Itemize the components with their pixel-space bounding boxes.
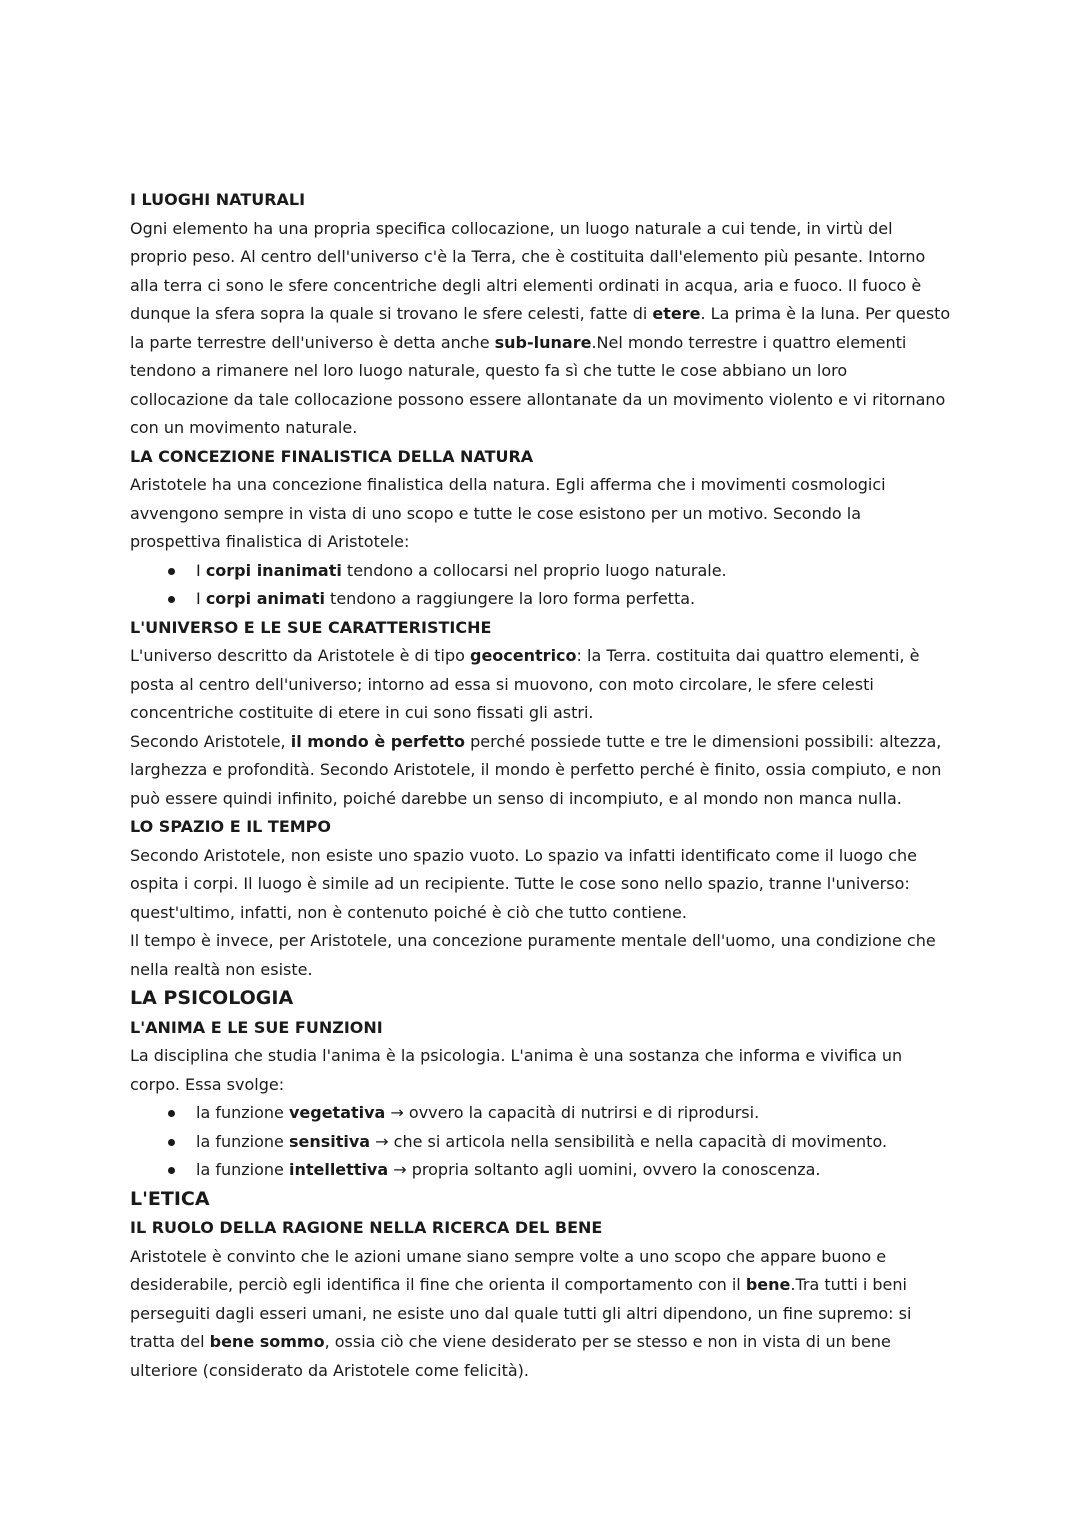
text-run: tratta del xyxy=(130,1332,210,1351)
text-run: → che si articola nella sensibilità e nella capacità di movimento. xyxy=(370,1131,888,1151)
bold-term: sub-lunare xyxy=(494,332,592,352)
bullet-icon xyxy=(168,1139,175,1146)
text-run: tendono a raggiungere la loro forma perfetta. xyxy=(324,589,696,608)
text-run: dunque la sfera sopra la quale si trovano le sfere celesti, fatte di xyxy=(130,304,653,323)
document-page xyxy=(130,186,960,1385)
text-line: con un movimento naturale. xyxy=(130,418,358,437)
bullet-icon xyxy=(168,1167,175,1174)
text-run: → propria soltanto agli uomini, ovvero la conoscenza. xyxy=(388,1160,821,1179)
list-item xyxy=(130,1156,960,1185)
text-line: proprio peso. Al centro dell'universo c'è la Terra, che è costituita dall'elemento più pesante. Intorno xyxy=(130,247,926,266)
paragraph-universo xyxy=(130,642,960,813)
bold-term: bene sommo xyxy=(209,1332,325,1351)
paragraph-anima xyxy=(130,1042,960,1099)
text-line: perseguiti dagli esseri umani, ne esiste uno dal quale tutti gli altri dipendono, un fine supremo: si xyxy=(130,1303,912,1323)
text-run: tendono a collocarsi nel proprio luogo naturale. xyxy=(341,560,727,580)
bold-term: il mondo è perfetto xyxy=(290,731,466,751)
text-run: I xyxy=(196,560,206,580)
bullet-icon xyxy=(168,568,175,575)
bullet-list-funzioni xyxy=(130,1099,960,1185)
text-run: Secondo Aristotele, xyxy=(130,731,291,751)
text-line: concentriche costituite di etere in cui sono fissati gli astri. xyxy=(130,703,594,722)
list-item xyxy=(130,1099,960,1128)
bold-term: intellettiva xyxy=(288,1160,389,1179)
bold-term: corpi animati xyxy=(205,589,325,608)
bold-term: geocentrico xyxy=(470,646,577,665)
heading-concezione-finalistica: LA CONCEZIONE FINALISTICA DELLA NATURA xyxy=(130,446,534,466)
text-run: la parte terrestre dell'universo è detta anche xyxy=(130,332,495,352)
heading-luoghi-naturali: I LUOGHI NATURALI xyxy=(130,190,306,209)
text-run: .Tra tutti i beni xyxy=(790,1275,907,1294)
bold-term: vegetativa xyxy=(288,1103,386,1122)
text-run: la funzione xyxy=(196,1160,289,1179)
paragraph-luoghi xyxy=(130,215,960,443)
heading-universo: L'UNIVERSO E LE SUE CARATTERISTICHE xyxy=(130,617,492,637)
text-line: quest'ultimo, infatti, non è contenuto poiché è ciò che tutto contiene. xyxy=(130,902,687,922)
text-run: desiderabile, perciò egli identifica il fine che orienta il comportamento con il xyxy=(130,1275,746,1294)
text-line: Secondo Aristotele, non esiste uno spazio vuoto. Lo spazio va infatti identificato come il luogo che xyxy=(130,845,917,865)
title-psicologia: LA PSICOLOGIA xyxy=(130,987,294,1009)
text-run: .Nel mondo terrestre i quattro elementi xyxy=(591,332,907,352)
text-line xyxy=(130,1328,960,1357)
text-line: Ogni elemento ha una propria specifica collocazione, un luogo naturale a cui tende, in virtù del xyxy=(130,218,893,238)
text-line: avvengono sempre in vista di uno scopo e tutte le cose esistono per un motivo. Secondo la xyxy=(130,503,862,523)
bullet-list-corpi xyxy=(130,557,960,614)
list-item xyxy=(130,557,960,586)
text-line: nella realtà non esiste. xyxy=(130,959,313,979)
text-line: Aristotele è convinto che le azioni umane siano sempre volte a uno scopo che appare buono e xyxy=(130,1246,887,1266)
text-run: la funzione xyxy=(196,1103,289,1122)
title-etica: L'ETICA xyxy=(130,1187,210,1210)
text-run: . La prima è la luna. Per questo xyxy=(700,304,951,323)
text-line: ospita i corpi. Il luogo è simile ad un recipiente. Tutte le cose sono nello spazio, tranne l'universo: xyxy=(130,874,910,893)
text-line: alla terra ci sono le sfere concentriche degli altri elementi ordinati in acqua, aria e fuoco. Il fuoco è xyxy=(130,275,922,295)
text-run: la funzione xyxy=(196,1131,289,1151)
text-line: Aristotele ha una concezione finalistica della natura. Egli afferma che i movimenti cosmologici xyxy=(130,475,886,494)
text-line xyxy=(130,642,960,671)
bullet-icon xyxy=(168,1110,175,1117)
bold-term: bene xyxy=(745,1275,791,1294)
text-line: prospettiva finalistica di Aristotele: xyxy=(130,532,410,551)
text-run: : la Terra. costituita dai quattro elementi, è xyxy=(576,646,920,665)
heading-spazio-tempo: LO SPAZIO E IL TEMPO xyxy=(130,817,331,836)
text-line: collocazione da tale collocazione possono essere allontanate da un movimento violento e vi ritornano xyxy=(130,389,946,409)
bold-term: etere xyxy=(652,304,701,323)
paragraph-spazio xyxy=(130,842,960,985)
text-line xyxy=(130,300,960,329)
text-run: I xyxy=(196,589,206,608)
paragraph-etica xyxy=(130,1243,960,1386)
text-line: può essere quindi infinito, poiché darebbe un senso di incompiuto, e al mondo non manca nulla. xyxy=(130,788,902,808)
text-run: → ovvero la capacità di nutrirsi e di riprodursi. xyxy=(385,1103,760,1122)
text-line: corpo. Essa svolge: xyxy=(130,1074,285,1094)
text-line: posta al centro dell'universo; intorno ad essa si muovono, con moto circolare, le sfere celesti xyxy=(130,674,874,694)
text-line xyxy=(130,1271,960,1300)
text-line: La disciplina che studia l'anima è la psicologia. L'anima è una sostanza che informa e vivifica un xyxy=(130,1046,903,1065)
text-line: ulteriore (considerato da Aristotele come felicità). xyxy=(130,1360,529,1380)
text-run: L'universo descritto da Aristotele è di tipo xyxy=(130,646,470,665)
text-line: Il tempo è invece, per Aristotele, una concezione puramente mentale dell'uomo, una condizione che xyxy=(130,931,936,950)
heading-anima: L'ANIMA E LE SUE FUNZIONI xyxy=(130,1017,383,1037)
text-line xyxy=(130,728,960,757)
text-run: , ossia ciò che viene desiderato per se stesso e non in vista di un bene xyxy=(324,1332,891,1351)
text-line: larghezza e profondità. Secondo Aristotele, il mondo è perfetto perché è finito, ossia compiuto, e non xyxy=(130,760,942,779)
paragraph-finalistica xyxy=(130,471,960,557)
text-line: tendono a rimanere nel loro luogo naturale, questo fa sì che tutte le cose abbiano un loro xyxy=(130,361,848,380)
bold-term: sensitiva xyxy=(288,1131,371,1151)
text-line xyxy=(130,329,960,358)
bold-term: corpi inanimati xyxy=(205,560,342,580)
bullet-icon xyxy=(168,596,175,603)
list-item xyxy=(130,1128,960,1157)
list-item xyxy=(130,585,960,614)
heading-ruolo-ragione: IL RUOLO DELLA RAGIONE NELLA RICERCA DEL BENE xyxy=(130,1218,603,1237)
text-run: perché possiede tutte e tre le dimensioni possibili: altezza, xyxy=(465,731,942,751)
